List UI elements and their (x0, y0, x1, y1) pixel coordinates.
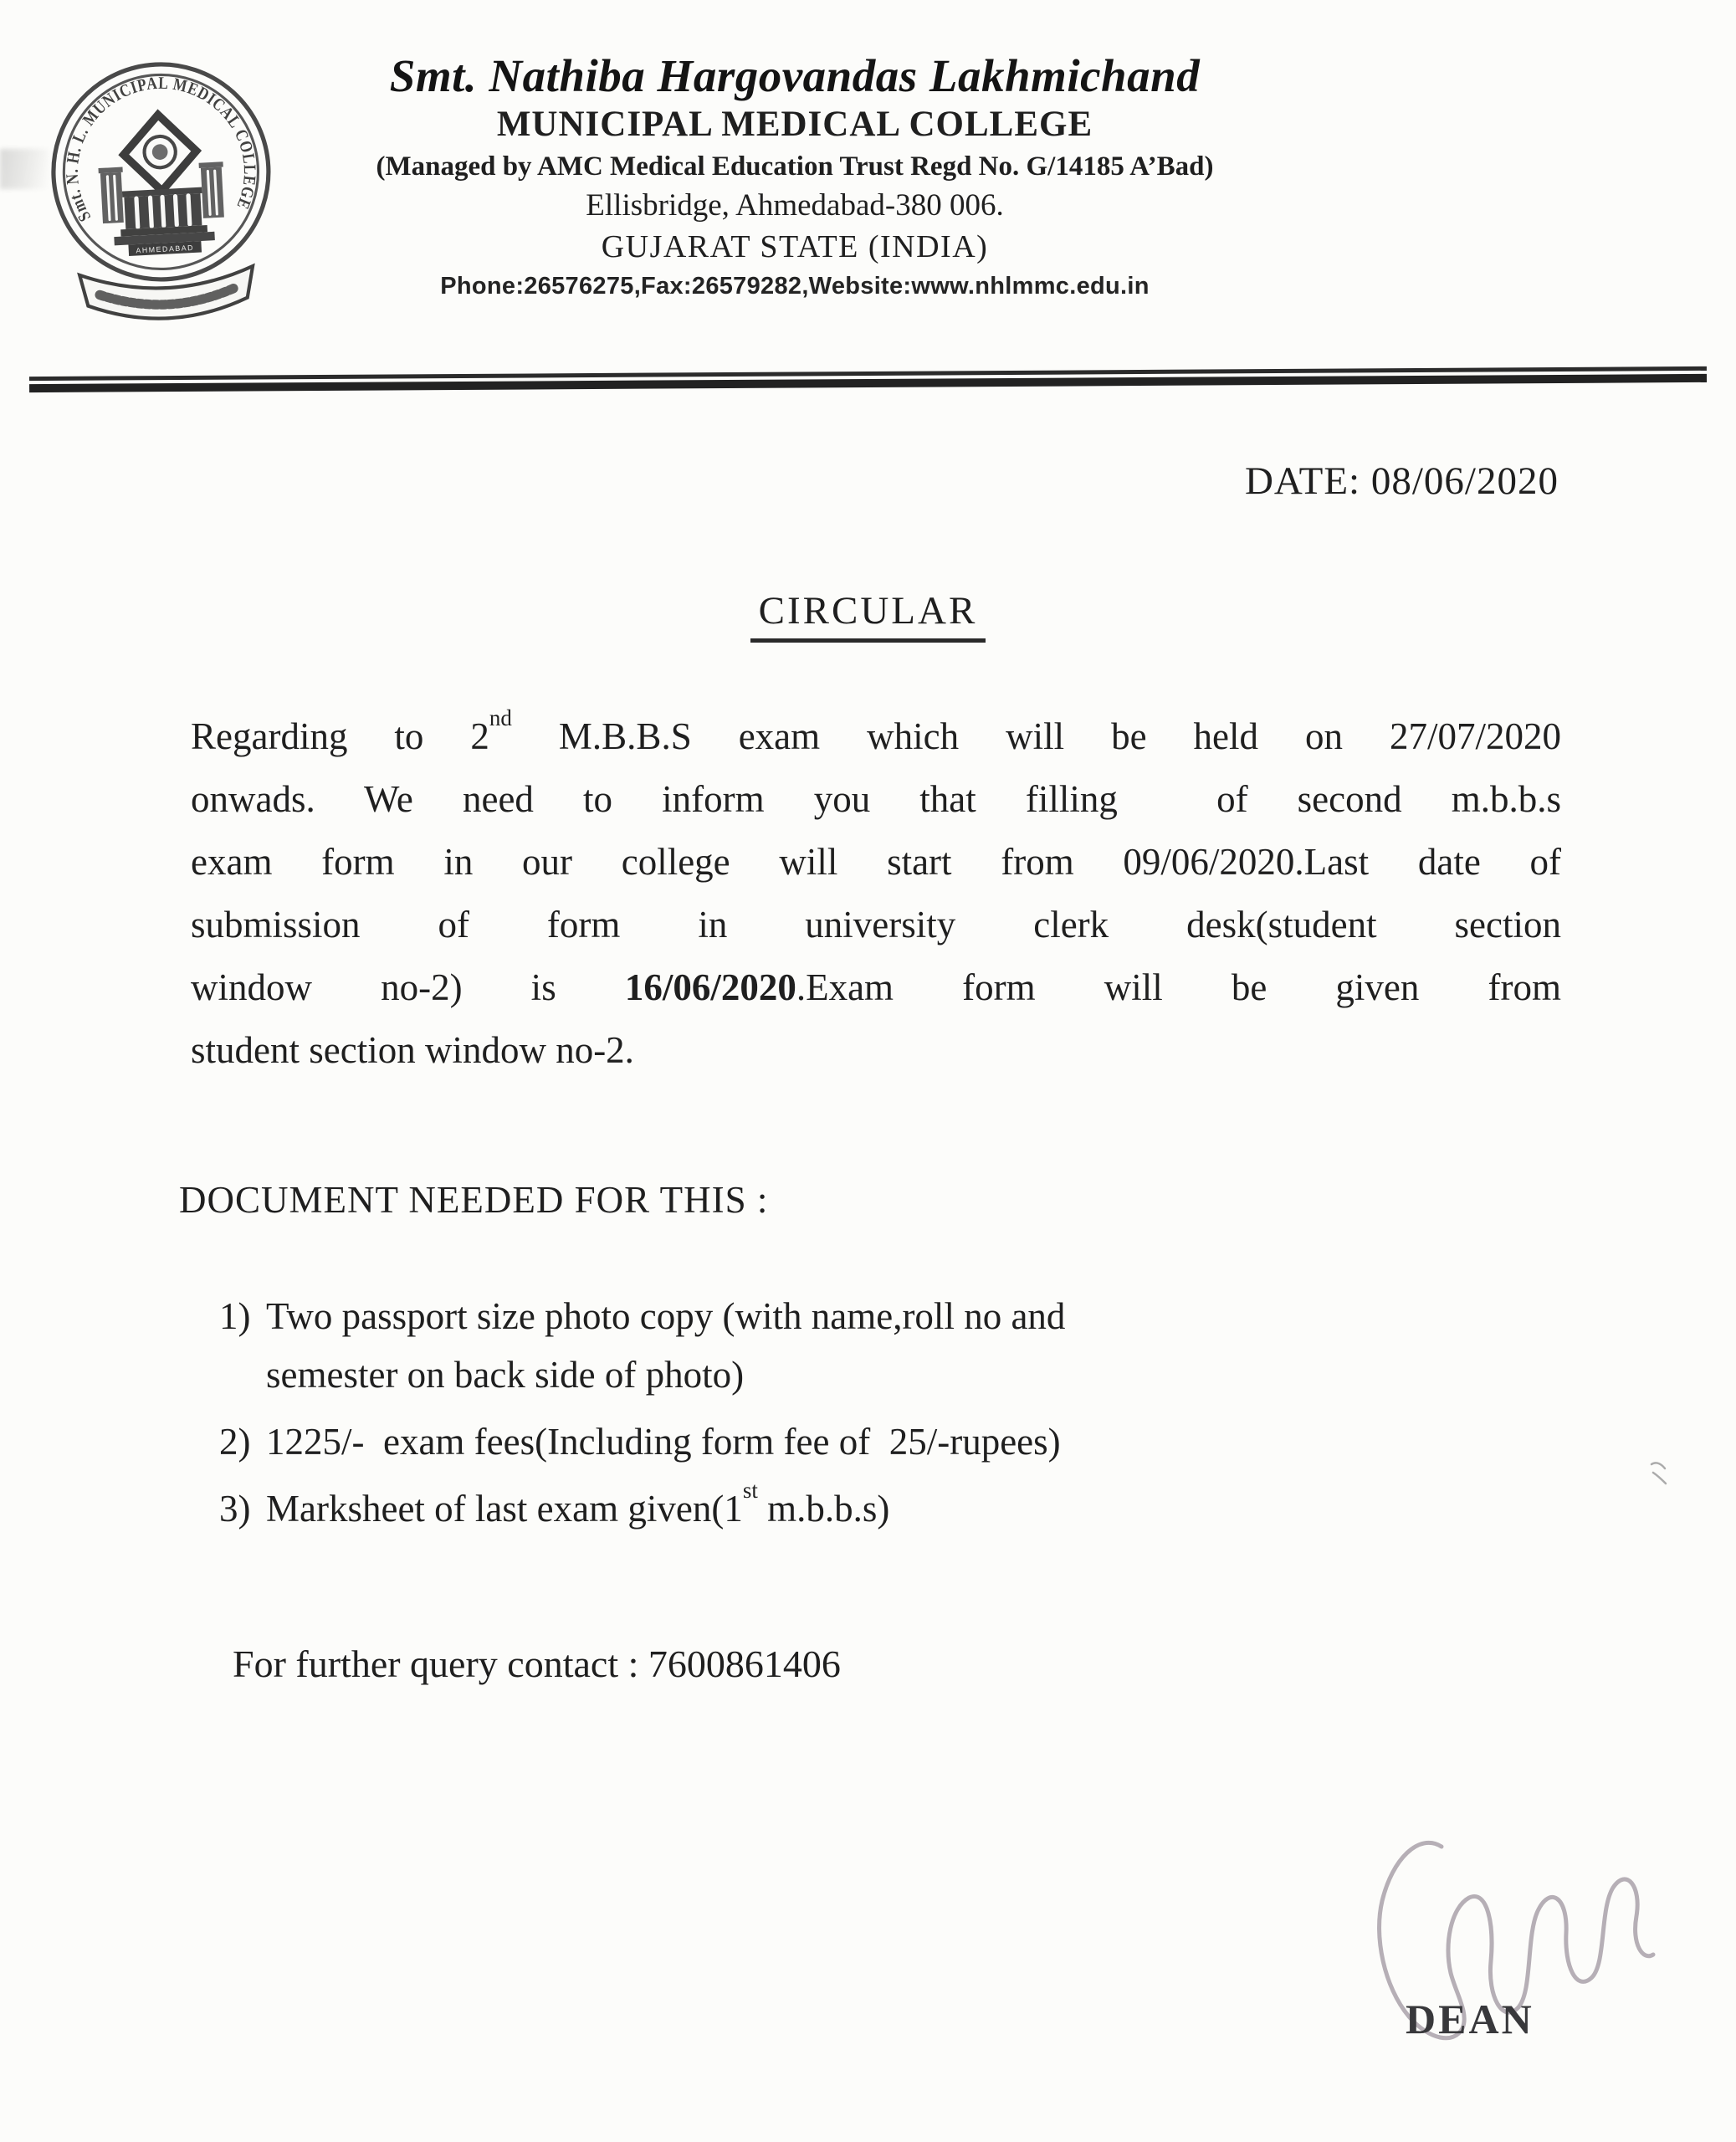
institution-name: Smt. Nathiba Hargovandas Lakhmichand (389, 50, 1201, 101)
documents-heading: DOCUMENT NEEDED FOR THIS : (179, 1179, 769, 1221)
list-item: 3) Marksheet of last exam given(1st m.b.b.s) (219, 1471, 1441, 1538)
scan-smudge (0, 149, 49, 189)
list-item: 2) 1225/- exam fees(Including form fee of 25/-rupees) (219, 1404, 1441, 1471)
list-item: 1) Two passport size photo copy (with name,roll no and (219, 1279, 1441, 1345)
date-line: DATE: 08/06/2020 (1244, 459, 1559, 503)
list-item-number: 3) (219, 1488, 251, 1530)
seal-ring-text: Smt. N. H. L. MUNICIPAL MEDICAL COLLEGE (63, 74, 259, 225)
phone-fax-website-line: Phone:26576275,Fax:26579282,Website:www.nhlmmc.edu.in (440, 272, 1150, 300)
seal-caption: AHMEDABAD (136, 243, 195, 255)
list-item-number: 1) (219, 1295, 251, 1337)
institution-type: MUNICIPAL MEDICAL COLLEGE (496, 104, 1093, 144)
header-divider (29, 366, 1707, 392)
paragraph-line: Regarding to 2nd M.B.B.S exam which will be held on 27/07/2020 (191, 705, 1561, 757)
paragraph-line: student section window no-2. (191, 1029, 634, 1071)
documents-list (219, 1279, 1441, 1538)
query-contact-line: For further query contact : 7600861406 (233, 1642, 841, 1685)
paragraph-line: exam form in our college will start from 09/06/2020.Last date of (191, 841, 1561, 883)
managed-by-line: (Managed by AMC Medical Education Trust Regd No. G/14185 A’Bad) (376, 151, 1214, 182)
signatory-title: DEAN (1406, 1996, 1534, 2042)
address-line: Ellisbridge, Ahmedabad-380 006. (586, 187, 1004, 223)
paragraph-line: window no-2) is 16/06/2020.Exam form will be given from (191, 966, 1561, 1008)
list-item-continuation: semester on back side of photo) (266, 1354, 745, 1396)
paragraph-line: submission of form in university clerk desk(student section (191, 904, 1561, 945)
ink-speck (1646, 1458, 1677, 1488)
body-paragraph (191, 701, 1561, 1078)
state-line: GUJARAT STATE (INDIA) (601, 228, 989, 264)
paragraph-line: onwads. We need to inform you that filling of second m.b.b.s (191, 778, 1561, 820)
letterhead (209, 52, 1380, 300)
list-item-number: 2) (219, 1421, 251, 1463)
seal-building-icon (111, 187, 215, 257)
circular-title: CIRCULAR (750, 588, 986, 643)
